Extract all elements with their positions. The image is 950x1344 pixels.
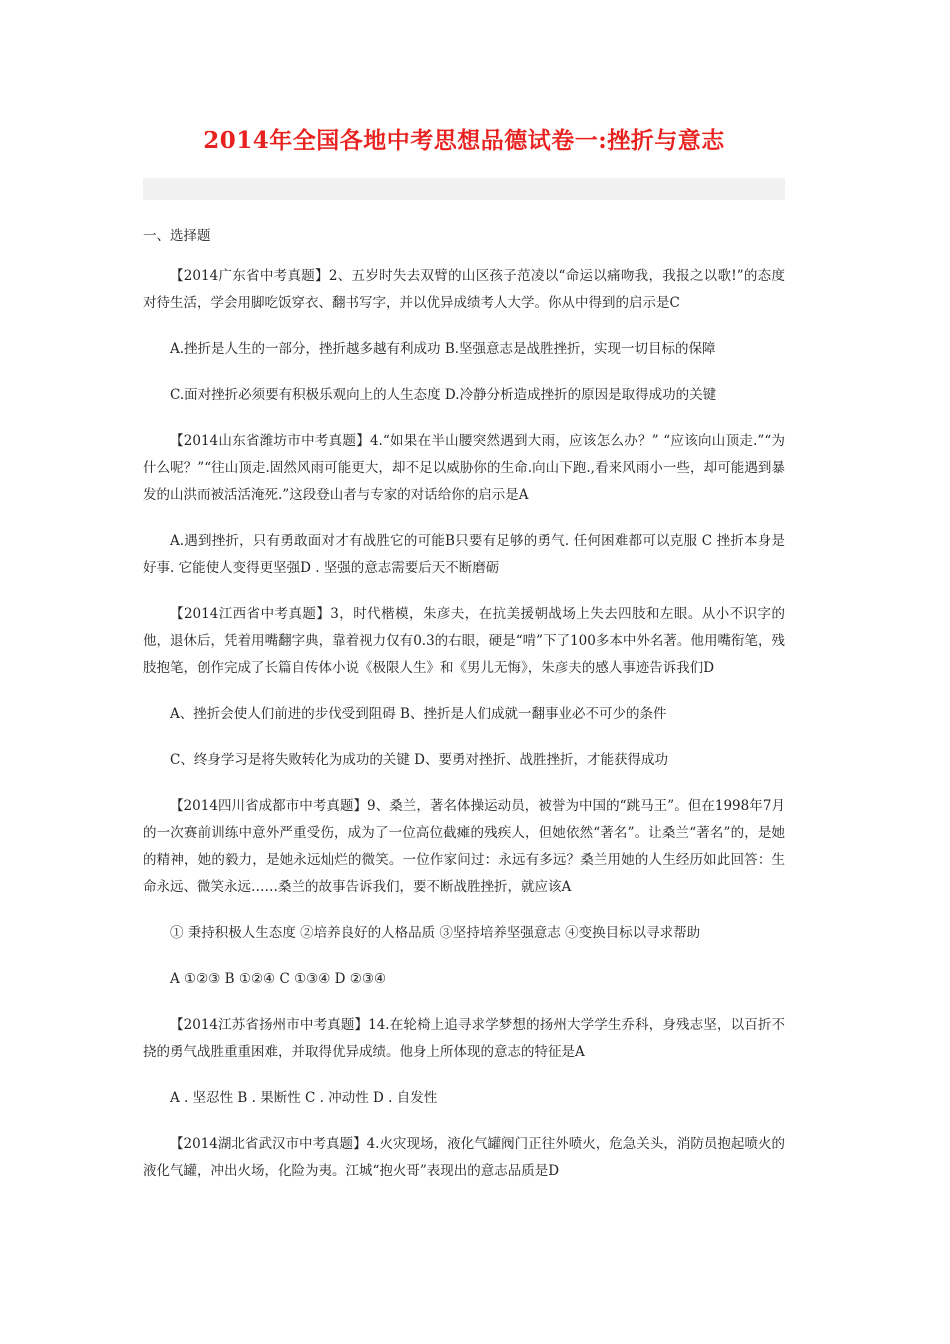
header-divider-bar xyxy=(143,178,785,200)
question-option: A.挫折是人生的一部分，挫折越多越有利成功 B.坚强意志是战胜挫折，实现一切目标的保障 xyxy=(170,341,716,357)
question-stem: 【2014山东省潍坊市中考真题】4.“如果在半山腰突然遇到大雨，应该怎么办？” “应该向山顶走.”“为什么呢？”“往山顶走.固然风雨可能更大，却不足以威胁你的生命.向山下跑.,看来风雨小一些，却可能遇到暴发的山洪而被活活淹死.”这段登山者与专家的对话给你的启示是A xyxy=(143,433,785,503)
question-stem: 【2014江苏省扬州市中考真题】14.在轮椅上追寻求学梦想的扬州大学学生乔科，身残志坚，以百折不挠的勇气战胜重重困难，并取得优异成绩。他身上所体现的意志的特征是A xyxy=(143,1017,785,1060)
document-title: 2014年全国各地中考思想品德试卷一:挫折与意志 xyxy=(203,127,725,154)
question-5 xyxy=(143,1012,785,1112)
question-stem: 【2014广东省中考真题】2、五岁时失去双臂的山区孩子范凌以“命运以痛吻我，我报之以歌!”的态度对待生活，学会用脚吃饭穿衣、翻书写字，并以优异成绩考人大学。你从中得到的启示是C xyxy=(143,268,785,311)
question-option: A.遇到挫折，只有勇敢面对才有战胜它的可能B只要有足够的勇气. 任何困难都可以克服 C 挫折本身是好事. 它能使人变得更坚强D . 坚强的意志需要后天不断磨砺 xyxy=(143,533,785,576)
section-heading: 一、选择题 xyxy=(143,228,211,244)
question-option: A ①②③ B ①②④ C ①③④ D ②③④ xyxy=(170,971,387,987)
question-option: A、挫折会使人们前进的步伐受到阻碍 B、挫折是人们成就一翻事业必不可少的条件 xyxy=(170,706,667,722)
question-option: C、终身学习是将失败转化为成功的关键 D、要勇对挫折、战胜挫折，才能获得成功 xyxy=(170,752,668,768)
question-stem: 【2014湖北省武汉市中考真题】4.火灾现场，液化气罐阀门正往外喷火，危急关头，消防员抱起喷火的液化气罐，冲出火场，化险为夷。江城“抱火哥”表现出的意志品质是D xyxy=(143,1136,785,1179)
question-stem: 【2014江西省中考真题】3，时代楷模，朱彦夫，在抗美援朝战场上失去四肢和左眼。从小不识字的他，退休后，凭着用嘴翻字典，靠着视力仅有0.3的右眼，硬是“啃”下了100多本中外名著。他用嘴衔笔，残肢抱笔，创作完成了长篇自传体小说《极限人生》和《男儿无悔》，朱彦夫的感人事迹告诉我们D xyxy=(143,606,785,676)
question-4 xyxy=(143,793,785,993)
question-option: A . 坚忍性 B . 果断性 C . 冲动性 D . 自发性 xyxy=(170,1090,438,1106)
question-stem: 【2014四川省成都市中考真题】9、桑兰，著名体操运动员，被誉为中国的“跳马王”。但在1998年7月的一次赛前训练中意外严重受伤，成为了一位高位截瘫的残疾人，但她依然“著名”。让桑兰“著名”的，是她的精神，她的毅力，是她永远灿烂的微笑。一位作家问过：永远有多远？桑兰用她的人生经历如此回答：生命永远、微笑永远……桑兰的故事告诉我们，要不断战胜挫折，就应该A xyxy=(143,798,785,895)
question-1 xyxy=(143,263,785,409)
question-6 xyxy=(143,1131,785,1185)
question-option: C.面对挫折必须要有积极乐观向上的人生态度 D.冷静分析造成挫折的原因是取得成功的关键 xyxy=(170,387,717,403)
document-page xyxy=(143,0,785,1185)
question-3 xyxy=(143,601,785,774)
question-2 xyxy=(143,428,785,582)
question-option: ① 秉持积极人生态度 ②培养良好的人格品质 ③坚持培养坚强意志 ④变换目标以寻求帮助 xyxy=(170,925,701,941)
